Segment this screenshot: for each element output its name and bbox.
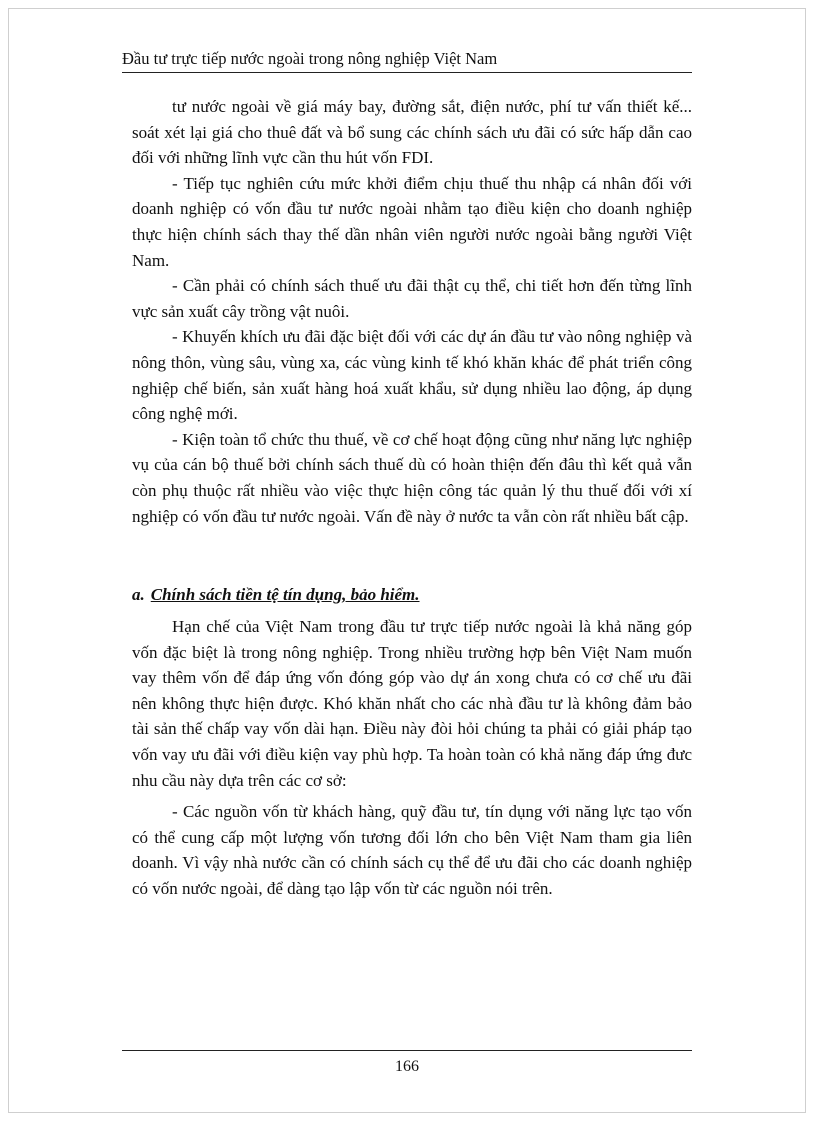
paragraph-income-tax: - Tiếp tục nghiên cứu mức khởi điểm chịu thuế thu nhập cá nhân đối với doanh nghiệp có vốn đầu tư nước ngoài nhằm tạo điều kiện cho doanh nghiệp thực hiện chính sách thay thế dần nhân viên người nước ngoài bằng người Việt Nam. <box>132 173 692 270</box>
running-header: Đầu tư trực tiếp nước ngoài trong nông nghiệp Việt Nam <box>122 48 692 73</box>
section-heading <box>132 584 692 606</box>
paragraph-tax-incentives: - Cần phải có chính sách thuế ưu đãi thật cụ thể, chi tiết hơn đến từng lĩnh vực sản xuất cây trồng vật nuôi. <box>132 276 692 321</box>
section-letter: a. <box>132 585 145 604</box>
paragraph-agriculture-incentives: - Khuyến khích ưu đãi đặc biệt đối với các dự án đầu tư vào nông nghiệp và nông thôn, vùng sâu, vùng xa, các vùng kinh tế khó khăn khác để phát triển công nghiệp chế biến, sản xuất hàng hoá xuất khẩu, sử dụng nhiều lao động, áp dụng công nghệ mới. <box>132 327 692 424</box>
section-title: Chính sách tiền tệ tín dụng, bảo hiểm. <box>150 585 420 604</box>
paragraph-continued: tư nước ngoài về giá máy bay, đường sắt, điện nước, phí tư vấn thiết kế... soát xét lại giá cho thuê đất và bổ sung các chính sách ưu đãi có sức hấp dẫn cao đối với những lĩnh vực cần thu hút vốn FDI. <box>132 97 692 168</box>
paragraph-capital-sources: - Các nguồn vốn từ khách hàng, quỹ đầu tư, tín dụng với năng lực tạo vốn có thể cung cấp một lượng vốn tương đối lớn cho bên Việt Nam tham gia liên doanh. Vì vậy nhà nước cần có chính sách cụ thể để ưu đãi cho các doanh nghiệp có vốn nước ngoài, để dàng tạo lập vốn từ các nguồn nói trên. <box>132 802 692 898</box>
section-body <box>132 614 692 902</box>
paragraph-tax-collection: - Kiện toàn tổ chức thu thuế, về cơ chế hoạt động cũng như năng lực nghiệp vụ của cán bộ thuế bởi chính sách thuế dù có hoàn thiện đến đâu thì kết quả vẫn còn phụ thuộc rất nhiều vào việc thực hiện công tác quản lý thu thuế đối với xí nghiệp có vốn đầu tư nước ngoài. Vấn đề này ở nước ta vẫn còn rất nhiều bất cập. <box>132 429 692 526</box>
paragraph-capital-limits: Hạn chế của Việt Nam trong đầu tư trực tiếp nước ngoài là khả năng góp vốn đặc biệt là trong nông nghiệp. Trong nhiều trường hợp bên Việt Nam muốn vay thêm vốn để đáp ứng vốn đóng góp vào dự án xong chưa có cơ chế ưu đãi nên không thực hiện được. Khó khăn nhất cho các nhà đầu tư là không đảm bảo tài sản thế chấp vay vốn dài hạn. Điều này đòi hỏi chúng ta phải có giải pháp tạo vốn vay ưu đãi với điều kiện vay phù hợp. Ta hoàn toàn có khả năng đáp ứng đưc nhu cầu này dựa trên các cơ sở: <box>132 617 692 790</box>
page-number: 166 <box>395 1058 419 1075</box>
footer-rule <box>122 1050 692 1051</box>
body-text <box>132 94 692 529</box>
